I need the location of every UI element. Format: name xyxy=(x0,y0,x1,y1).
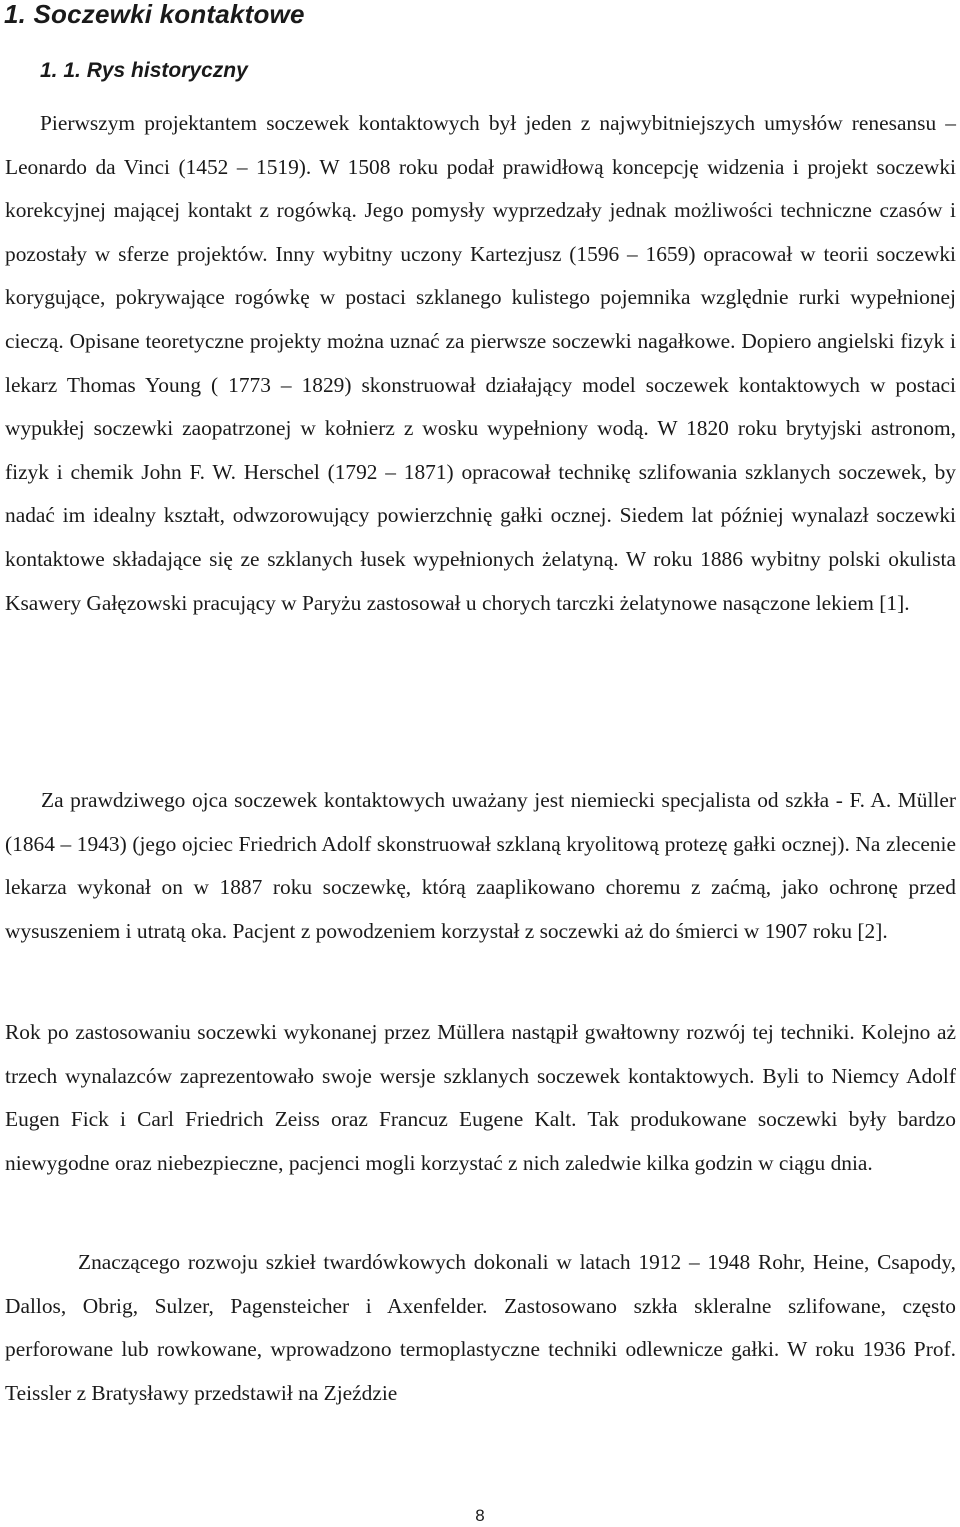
paragraph-development: Rok po zastosowaniu soczewki wykonanej przez Müllera nastąpił gwałtowny rozwój tej techniki. Kolejno aż trzech wynalazców zaprezentowało swoje wersje szklanych soczewek kontaktowych. Byli to Niemcy Adolf Eugen Fick i Carl Friedrich Zeiss oraz Francuz Eugene Kalt. Tak produkowane soczewki były bardzo niewygodne oraz niebezpieczne, pacjenci mogli korzystać z nich zaledwie kilka godzin w ciągu dnia. xyxy=(5,1020,956,1175)
paragraph-scleral-lenses: Znaczącego rozwoju szkieł twardówkowych dokonali w latach 1912 – 1948 Rohr, Heine, Csapody, Dallos, Obrig, Sulzer, Pagensteicher i Axenfelder. Zastosowano szkła skleralne szlifowane, często perforowane lub rowkowane, wprowadzono termoplastyczne techniki odlewnicze gałki. W roku 1936 Prof. Teissler z Bratysławy przedstawił na Zjeździe xyxy=(5,1250,956,1405)
chapter-heading: 1. Soczewki kontaktowe xyxy=(4,0,305,29)
section-heading: 1. 1. Rys historyczny xyxy=(40,59,248,82)
page-number: 8 xyxy=(475,1506,485,1525)
paragraph-muller: Za prawdziwego ojca soczewek kontaktowych uważany jest niemiecki specjalista od szkła - F. A. Müller (1864 – 1943) (jego ojciec Friedrich Adolf skonstruował szklaną kryolitową protezę gałki ocznej). Na zlecenie lekarza wykonał on w 1887 roku soczewkę, którą zaaplikowano choremu z zaćmą, jako ochronę przed wysuszeniem i utratą oka. Pacjent z powodzeniem korzystał z soczewki aż do śmierci w 1907 roku [2]. xyxy=(5,788,956,943)
paragraph-history-intro: Pierwszym projektantem soczewek kontaktowych był jeden z najwybitniejszych umysłów renesansu – Leonardo da Vinci (1452 – 1519). W 1508 roku podał prawidłową koncepcję widzenia i projekt soczewki korekcyjnej mającej kontakt z rogówką. Jego pomysły wyprzedzały jednak możliwości techniczne czasów i pozostały w sferze projektów. Inny wybitny uczony Kartezjusz (1596 – 1659) opracował w teorii soczewki korygujące, pokrywające rogówkę w postaci szklanego kulistego pojemnika względnie rurki wypełnionej cieczą. Opisane teoretyczne projekty można uznać za pierwsze soczewki nagałkowe. Dopiero angielski fizyk i lekarz Thomas Young ( 1773 – 1829) skonstruował działający model soczewek kontaktowych w postaci wypukłej soczewki zaopatrzonej w kołnierz z wosku wypełniony wodą. W 1820 roku brytyjski astronom, fizyk i chemik John F. W. Herschel (1792 – 1871) opracował technikę szlifowania szklanych soczewek, by nadać im idealny kształt, odwzorowujący powierzchnię gałki ocznej. Siedem lat później wynalazł soczewki kontaktowe składające się ze szklanych łusek wypełnionych żelatyną. W roku 1886 wybitny polski okulista Ksawery Gałęzowski pracujący w Paryżu zastosował u chorych tarczki żelatynowe nasączone lekiem [1]. xyxy=(5,111,956,615)
